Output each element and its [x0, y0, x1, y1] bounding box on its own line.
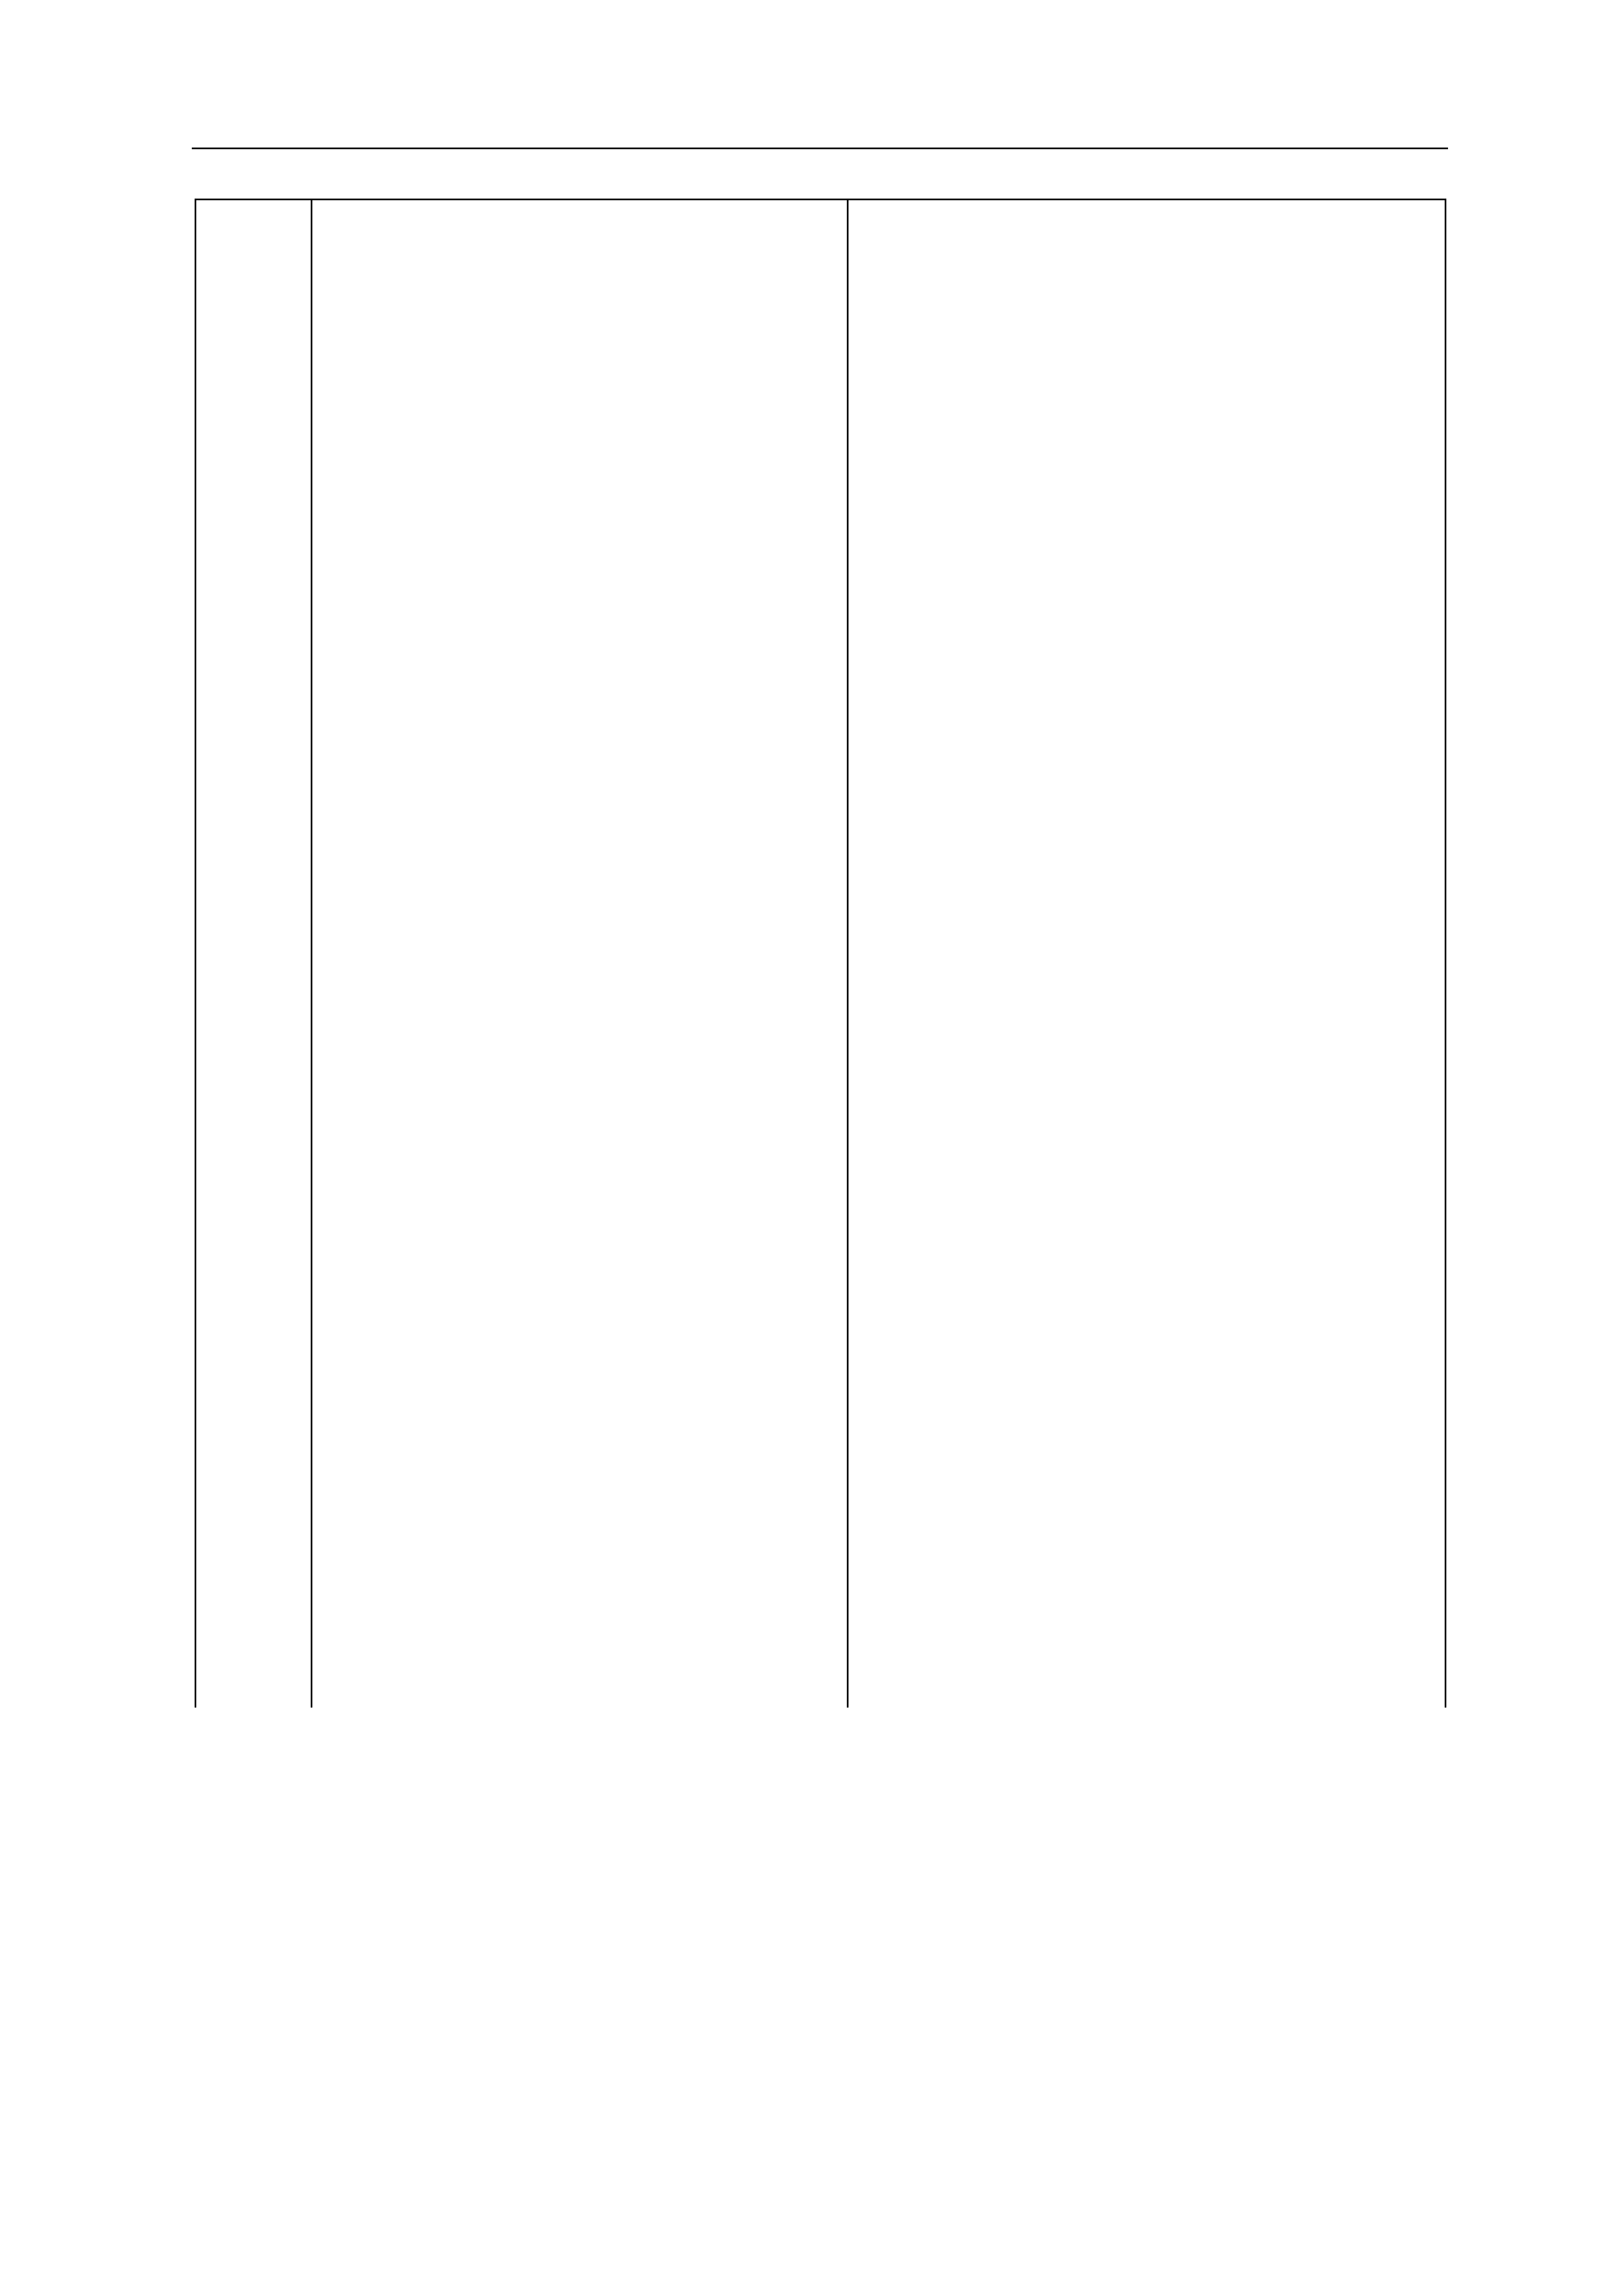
table-top-border: [195, 199, 1446, 200]
table-right-border: [1445, 199, 1446, 1708]
column-divider-1: [311, 199, 312, 1708]
column-divider-2: [847, 199, 849, 1708]
table-left-border: [195, 199, 196, 1708]
header-rule: [192, 148, 1448, 149]
